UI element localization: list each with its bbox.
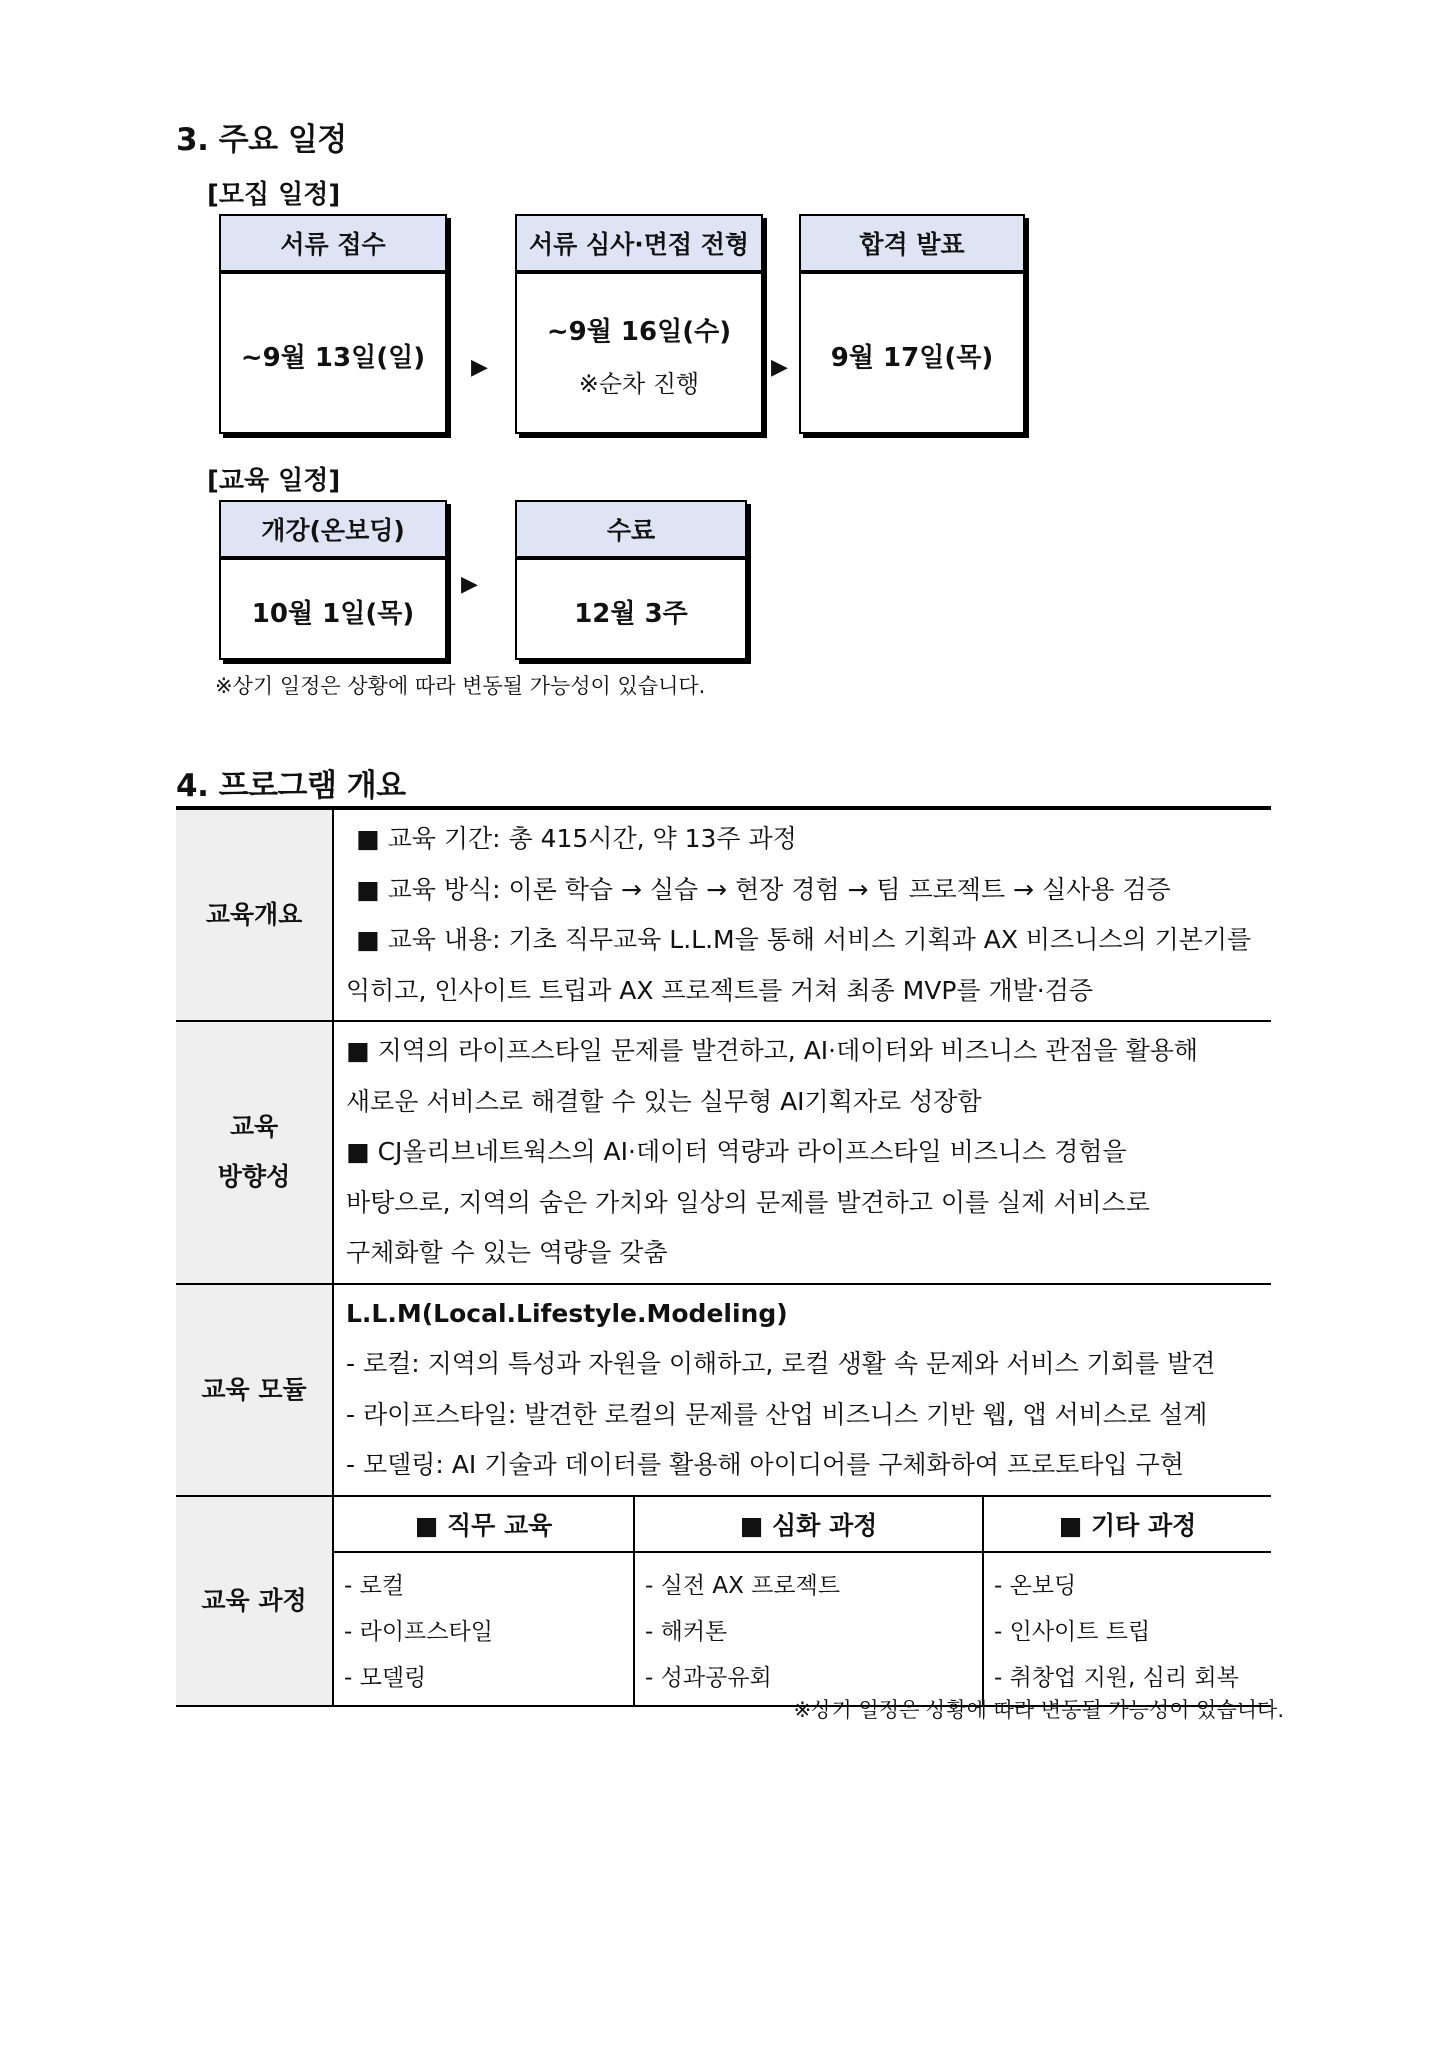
step-note: ※순차 진행: [578, 370, 700, 398]
arrow-right-icon: ▶: [461, 572, 478, 597]
course-item: - 모델링: [344, 1664, 427, 1691]
course-item: - 로컬: [344, 1572, 405, 1599]
table-row: [176, 1021, 1271, 1284]
course-header: ■ 직무 교육: [334, 1497, 634, 1552]
course-item: - 실전 AX 프로젝트: [645, 1572, 841, 1599]
content-line: - 로컬: 지역의 특성과 자원을 이해하고, 로컬 생활 속 문제와 서비스 기회를 발견: [346, 1349, 1216, 1378]
content-line: 익히고, 인사이트 트립과 AX 프로젝트를 거쳐 최종 MVP를 개발·검증: [346, 975, 1094, 1005]
step-date: ~9월 13일(일): [240, 342, 426, 373]
education-step-completion: [515, 500, 747, 660]
recruit-step-screening: [515, 214, 763, 434]
course-item: - 취창업 지원, 심리 회복: [994, 1664, 1239, 1691]
recruit-schedule-label: [모집 일정]: [207, 180, 341, 210]
content-line: ■ 교육 방식: 이론 학습 → 실습 → 현장 경험 → 팀 프로젝트 → 실사용 검증: [356, 874, 1171, 904]
course-item: - 해커톤: [645, 1618, 728, 1645]
table-row: [176, 1496, 1271, 1706]
row-label: 교육개요: [176, 808, 333, 1021]
content-line: ■ CJ올리브네트웍스의 AI·데이터 역량과 라이프스타일 비즈니스 경험을: [346, 1137, 1127, 1166]
step-date: 9월 17일(목): [830, 342, 994, 373]
course-item: - 성과공유회: [645, 1664, 772, 1691]
course-item: - 온보딩: [994, 1572, 1077, 1599]
course-column: [334, 1552, 634, 1705]
arrow-right-icon: ▶: [771, 355, 788, 380]
program-overview-table: [176, 806, 1271, 1707]
content-line: 구체화할 수 있는 역량을 갖춤: [346, 1238, 668, 1267]
course-cell: [333, 1496, 1271, 1706]
row-content: [333, 1284, 1271, 1496]
table-row: [176, 1284, 1271, 1496]
content-line: 바탕으로, 지역의 숨은 가치와 일상의 문제를 발견하고 이를 실제 서비스로: [346, 1187, 1150, 1217]
course-table: [334, 1497, 1271, 1705]
row-label: 교육 과정: [176, 1496, 333, 1706]
course-header: ■ 심화 과정: [634, 1497, 983, 1552]
content-line: ■ 지역의 라이프스타일 문제를 발견하고, AI·데이터와 비즈니스 관점을 활용해: [346, 1036, 1199, 1065]
education-step-opening: [219, 500, 447, 660]
recruit-step-application: [219, 214, 447, 434]
course-item: - 인사이트 트립: [994, 1618, 1151, 1645]
content-line: - 모델링: AI 기술과 데이터를 활용해 아이디어를 구체화하여 프로토타입 구현: [346, 1450, 1184, 1479]
step-date: ~9월 16일(수): [546, 317, 732, 347]
education-schedule-label: [교육 일정]: [207, 466, 341, 496]
program-note: ※상기 일정은 상황에 따라 변동될 가능성이 있습니다.: [793, 1698, 1284, 1722]
section-3-title: 3. 주요 일정: [176, 122, 347, 158]
row-label: [176, 1021, 333, 1284]
row-label-line: 방향성: [217, 1162, 291, 1192]
row-content: [333, 808, 1271, 1021]
step-title: 합격 발표: [801, 216, 1023, 274]
step-title: 개강(온보딩): [221, 502, 445, 560]
step-date: 12월 3주: [574, 598, 688, 629]
course-column: [634, 1552, 983, 1705]
arrow-right-icon: ▶: [471, 355, 488, 380]
content-line: 새로운 서비스로 해결할 수 있는 실무형 AI기획자로 성장함: [346, 1086, 982, 1116]
course-item: - 라이프스타일: [344, 1618, 493, 1645]
row-label: 교육 모듈: [176, 1284, 333, 1496]
row-label-line: 교육: [229, 1112, 279, 1142]
table-row: [176, 808, 1271, 1021]
schedule-note: ※상기 일정은 상황에 따라 변동될 가능성이 있습니다.: [215, 674, 706, 698]
row-content: [333, 1021, 1271, 1284]
recruit-step-announcement: [799, 214, 1025, 434]
content-line: - 라이프스타일: 발견한 로컬의 문제를 산업 비즈니스 기반 웹, 앱 서비스로 설계: [346, 1399, 1208, 1429]
step-date: 10월 1일(목): [251, 598, 415, 629]
step-title: 서류 접수: [221, 216, 445, 274]
course-header: ■ 기타 과정: [983, 1497, 1271, 1552]
content-line: ■ 교육 내용: 기초 직무교육 L.L.M을 통해 서비스 기획과 AX 비즈니스의 기본기를: [356, 925, 1252, 954]
section-4-title: 4. 프로그램 개요: [176, 768, 406, 804]
content-line: ■ 교육 기간: 총 415시간, 약 13주 과정: [356, 824, 797, 853]
step-title: 수료: [517, 502, 745, 560]
step-title: 서류 심사·면접 전형: [517, 216, 761, 274]
course-column: [983, 1552, 1271, 1705]
module-heading: L.L.M(Local.Lifestyle.Modeling): [346, 1298, 788, 1328]
